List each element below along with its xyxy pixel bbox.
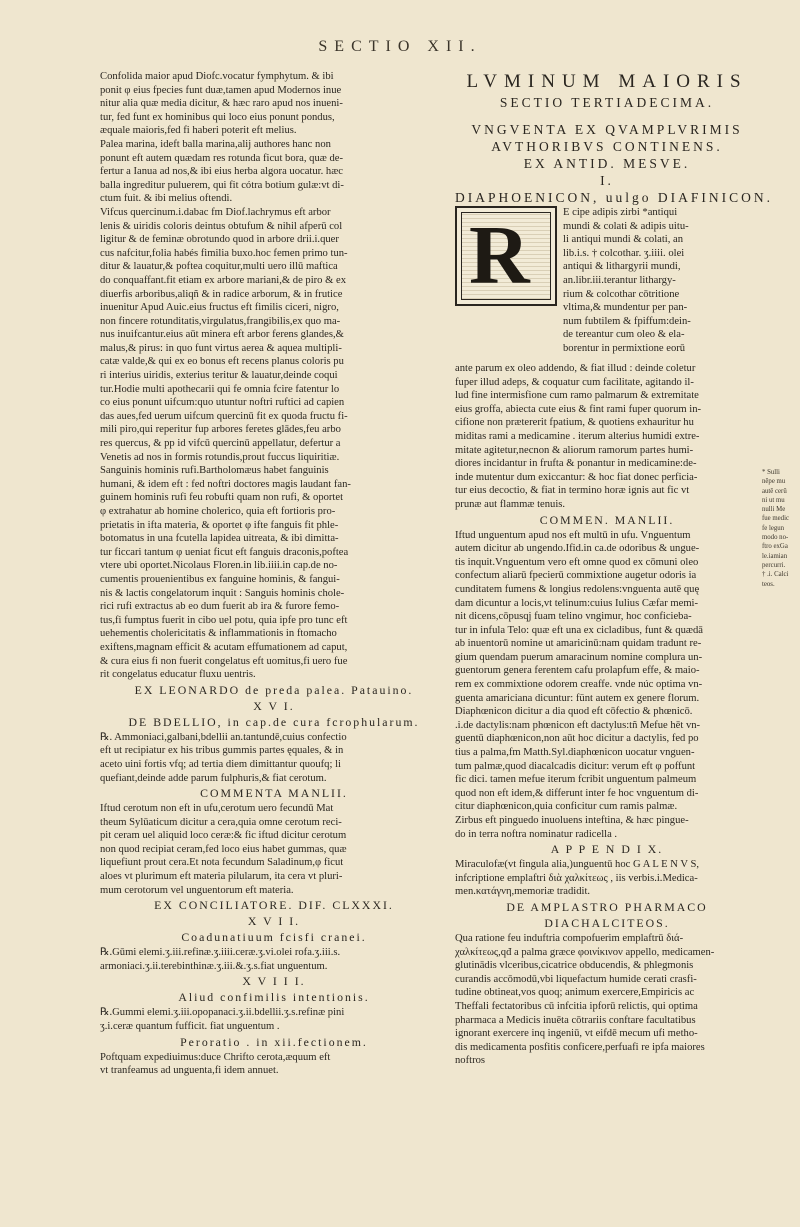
text-line: φ extrahatur ab homine cholerico, quia eft fortioris pro- bbox=[100, 506, 336, 517]
text-line: Diaphœnicon dicitur a dia quod eft cōfectio & phœnicō. bbox=[455, 706, 693, 718]
text-line: num fubtilem & fpiffum:dein- bbox=[563, 315, 691, 327]
text-line: co eius ponunt uifcum:quo utuntur noftri ruftici ad capien bbox=[100, 397, 345, 409]
section-heading: EX LEONARDO de preda palea. Patauino. bbox=[134, 682, 414, 697]
margin-note-line: fue medic bbox=[762, 515, 789, 523]
text-line: nitur alia quæ media dicitur, & hæc raro apud nos inueni- bbox=[100, 98, 343, 110]
text-line: fic dici. tamen mefue iterum fcribit unguentum palmeum bbox=[455, 774, 697, 786]
text-line: Venetis ad nos in formis rotundis,prout fuccus liquiritiæ. bbox=[100, 451, 340, 463]
text-line: tur.Hodie multi apothecarii qui fe omnia fcire fatentur lo bbox=[100, 383, 340, 395]
text-line: an.libr.iii.terantur lithargy- bbox=[563, 274, 676, 286]
text-line: miditas rami a medicamine . iterum alterius humidi extre- bbox=[455, 430, 700, 442]
text-line: prietatis in ifta materia, & oportet φ ifte fanguis fit phle- bbox=[100, 519, 339, 531]
text-line: lib.i.s. † colcothar. ʒ.iiii. olei bbox=[563, 247, 685, 259]
decorated-initial bbox=[455, 206, 557, 306]
text-line: inuenitur Apud Auic.eius fructus eft fimilis ciceri, nigro, bbox=[100, 302, 339, 314]
recipe-heading: DIAPHOENICON, uulgo DIAFINICON. bbox=[455, 190, 773, 205]
text-line: tius a palma,fm Matth.Syl.diaphœnicon uocatur vnguen- bbox=[455, 747, 695, 759]
text-line: ʒ.i.ceræ quantum fufficit. fiat unguentum . bbox=[100, 1021, 280, 1033]
section-heading: DIACHALCITEOS. bbox=[544, 915, 670, 930]
left-paragraph bbox=[100, 138, 448, 206]
text-line: χαλκίτεως,qđ a palma græce φοινίκινον appello, medicamen- bbox=[455, 946, 715, 958]
text-line: tudine obtineat,vos quoq; animum exercere,Empiricis ac bbox=[455, 987, 695, 999]
left-paragraph bbox=[100, 946, 448, 973]
text-line: Palea marina, ideft balla marina,alij authores hanc non bbox=[100, 138, 331, 150]
text-line: de tereantur cum oleo & ela- bbox=[563, 329, 685, 341]
text-line: rit congelatus educatur fluxu uentris. bbox=[100, 669, 256, 681]
text-line: Sanguinis hominis rufi.Bartholomæus habet fanguinis bbox=[100, 465, 329, 477]
text-line: tus,fi fumptus fuerit in cibo uel potu, quia ipfe pro tunc eft bbox=[100, 614, 348, 626]
text-line: diuerfis arboribus,aliqñ & in radice arborum, & in frutice bbox=[100, 288, 343, 300]
text-line: guenta amariciana dicuntur: fünt autem ex genere florum. bbox=[455, 692, 700, 704]
text-line: noftros bbox=[455, 1055, 486, 1067]
text-line: aceto uini fortis vfq; ad tertia diem dimittantur quoufq; li bbox=[100, 758, 341, 770]
margin-note-line: autē cerū bbox=[762, 487, 787, 495]
right-paragraph bbox=[455, 705, 759, 841]
section-number: X V I I. bbox=[247, 914, 301, 929]
text-line: diores incidantur in frufta & ponantur in medicamine:de- bbox=[455, 458, 697, 470]
text-line: ditur & lauatur,& poftea coquitur,multi uero illū maftica bbox=[100, 261, 338, 273]
text-line: malus,& pirus: in quo funt virtus aerea & aquea multipli- bbox=[100, 342, 342, 354]
recipe-title: Coadunatiuum fcisfi cranei. bbox=[181, 930, 367, 945]
margin-note-line: nulli Me bbox=[762, 506, 786, 514]
text-line: nit dicens,cōpusqj fuam telino vngimur, hoc conficieba- bbox=[455, 611, 692, 623]
section-title: SECTIO TERTIADECIMA. bbox=[499, 95, 715, 110]
text-line: guinem hominis rufi feu robufti quam non rufi, & oportet bbox=[100, 492, 344, 504]
text-line: das aues,fed uerum uifcum quercinū fit ex quoda fructu fi- bbox=[100, 410, 348, 422]
left-paragraph bbox=[100, 802, 448, 897]
text-line: quefiant,deinde adde parum fulphuris,& fiat cerotum. bbox=[100, 772, 327, 784]
text-line: infcriptione emplaftri διὰ χαλκίτεως , iis verbis.i.Medica- bbox=[455, 872, 698, 884]
margin-note-line: ftro exGa bbox=[762, 543, 788, 551]
text-line: aloes vt plurimum eft materia pilularum, ita cera vt pluri- bbox=[100, 871, 343, 883]
text-line: gium quendam puerum amaracinum nomine complura un- bbox=[455, 651, 703, 663]
text-line: liquefiunt prout cera.Et nota fecundum Saladinum,φ ficut bbox=[100, 857, 344, 869]
section-subtitle: EX ANTID. MESVE. bbox=[523, 156, 691, 171]
text-line: botomatus in una fcutella lapidea uitreata, & ibi dimitta- bbox=[100, 533, 339, 545]
text-line: Confolida maior apud Diofc.vocatur fymphytum. & ibi bbox=[100, 71, 334, 82]
text-line: lenis & uiridis coloris deintus obtufum & nihil afperū col bbox=[100, 220, 343, 232]
right-paragraph bbox=[455, 932, 759, 1068]
text-line: ponunt eft autem quædam res rotunda ficut bora, quæ de- bbox=[100, 152, 344, 164]
text-line: guentū diaphœnicon,non aūt hoc dicitur a dactylis, fed po bbox=[455, 733, 699, 745]
recipe-title: Peroratio . in xii.fectionem. bbox=[180, 1034, 368, 1049]
text-line: do in terra noftra nominatur radicella . bbox=[455, 828, 618, 840]
dropcap-block bbox=[455, 206, 759, 362]
text-line: li antiqui mundi & colati, an bbox=[563, 234, 684, 246]
recipe-title: Aliud confimilis intentionis. bbox=[178, 990, 370, 1005]
text-line: antiqui & lithargyrii mundi, bbox=[563, 261, 681, 273]
text-line: vtere ubi oportet.Nicolaus Floren.in lib.iiii.in cap.de no- bbox=[100, 560, 338, 572]
text-line: ponit φ eius fpecies funt duæ,tamen apud Modernos inue bbox=[100, 84, 342, 96]
text-line: inde mutentur dum exiccantur: & hoc fiat donec perficia- bbox=[455, 471, 698, 483]
text-line: humani, & idem eft : fed noftri doctores magis laudant fan- bbox=[100, 478, 351, 490]
margin-note-line: le.iamian bbox=[762, 552, 788, 560]
initial-letter: R bbox=[469, 209, 530, 302]
text-line: ℞.Gūmi elemi.ʒ.iii.refinæ.ʒ.iiii.ceræ.ʒ.vi.olei rofa.ʒ.iii.s. bbox=[100, 947, 341, 959]
text-line: uehementis cholericitatis & inflammationis in ftomacho bbox=[100, 628, 337, 640]
text-line: nus inuifcantur.eius aūt minera eft arbor ferens glandes,& bbox=[100, 329, 344, 341]
text-line: balla ingreditur puluerem, qui fit cótra botium gulæ:vt di- bbox=[100, 179, 344, 191]
text-line: res quercus, & pp id vifcū quercinū appellatur, defertur a bbox=[100, 438, 341, 450]
margin-note-line: teos. bbox=[762, 580, 775, 588]
text-line: cumentis prouenientibus ex fanguine hominis, & fangui- bbox=[100, 573, 340, 585]
text-line: ignorant exercere inq ingeniū, vt eifdē mecum ufi metho- bbox=[455, 1028, 698, 1040]
margin-note-line: modo no- bbox=[762, 534, 789, 542]
text-line: ante parum ex oleo addendo, & fiat illud : deinde coletur bbox=[455, 363, 696, 374]
right-paragraph bbox=[455, 529, 759, 706]
text-line: Vifcus quercinum.i.dabac fm Diof.lachrymus eft arbor bbox=[100, 206, 331, 218]
left-paragraph bbox=[100, 206, 448, 464]
text-line: E cipe adipis zirbi *antiqui bbox=[563, 207, 678, 218]
text-line: tis inquit.Vnguentum vero eft omne quod ex cōmuni oleo bbox=[455, 556, 699, 568]
text-line: Iftud cerotum non eft in ufu,cerotum uero fecundū Mat bbox=[100, 803, 334, 815]
text-line: rium & colcothar cōtritione bbox=[563, 288, 680, 300]
text-line: prunæ aut flammæ tenuis. bbox=[455, 498, 566, 510]
text-line: ℞.Gummi elemi.ʒ.iii.opopanaci.ʒ.ii.bdellii.ʒ.s.refinæ pini bbox=[100, 1007, 345, 1019]
text-line: eft ut recipiatur ex his tribus gummis partes ęquales, & in bbox=[100, 745, 344, 757]
text-line: æquale maioris,fed fi haberi poterit eft melius. bbox=[100, 125, 297, 137]
text-line: .i.de dactylis:nam phœnicon eft dactylus:tñ Mefue hēt vn- bbox=[455, 719, 701, 731]
text-line: Theffali fectatoribus cū infcitia ipforū relictis, qui optima bbox=[455, 1000, 698, 1012]
text-line: tur ficcari tantum φ ueniat ficut eft fanguis draconis,poftea bbox=[100, 546, 349, 558]
left-paragraph bbox=[100, 464, 448, 682]
section-heading: EX CONCILIATORE. DIF. CLXXXI. bbox=[154, 898, 394, 913]
commentary-heading: COMMENTA MANLII. bbox=[200, 786, 348, 801]
text-line: mum cerotorum vel unguentorum eft materia. bbox=[100, 884, 294, 896]
left-paragraph bbox=[100, 1051, 448, 1078]
section-number: X V I I I. bbox=[242, 974, 306, 989]
text-line: & cura eius fi non fuerit congelatus eft uomitus,fi uero fue bbox=[100, 655, 348, 667]
margin-note-line: * Sulli bbox=[762, 469, 780, 476]
text-line: cus nafcitur,folia habés fimilia buxo.hoc femen primo tun- bbox=[100, 247, 348, 259]
text-line: catæ valde,& qui ex eo bonus eft recens planus coloris pu bbox=[100, 356, 344, 368]
text-line: ligitur & de feminæ obrotundo quod in arbore drii.i.quer bbox=[100, 234, 339, 246]
section-heading: DE AMPLASTRO PHARMACO bbox=[506, 899, 708, 914]
margin-notes bbox=[762, 468, 796, 589]
text-line: Qua ratione feu induftria compofuerim emplaftrū διά- bbox=[455, 932, 684, 944]
text-line: fuper illud adeps, & coquatur cum facilitate, agitando il- bbox=[455, 376, 694, 388]
text-line: Miraculofæ(vt fingula alia,)unguentū hoc G A L E N V S, bbox=[455, 859, 700, 871]
text-line: eius groffa, abiecta cute eius & fint rami fuper quorum in- bbox=[455, 403, 702, 415]
left-column bbox=[100, 70, 448, 1078]
text-line: cifione non prætererit fpatium, & quotiens exhauritur hu bbox=[455, 417, 694, 429]
text-line: ab inuentorū nomine ut amaricinū:nam quidam tradunt re- bbox=[455, 638, 702, 650]
text-line: ctum fuit. & ibi melius oftendi. bbox=[100, 193, 233, 205]
margin-note-line: ni ut mu bbox=[762, 496, 785, 504]
text-line: tur, fed funt ex hominibus qui loco eius ponunt pondus, bbox=[100, 111, 335, 123]
text-line: dam dicuntur a locis,vt telinum:cuius Iulius Cæfar memi- bbox=[455, 597, 699, 609]
text-line: fertur a Ianua ad nos,& ibi eius herba algora uocatur. hæc bbox=[100, 166, 343, 178]
text-line: mili piro,qui reperitur fup arbores feretes glādes,feu arbo bbox=[100, 424, 341, 436]
text-line: cunditatem fumens & longius redolens:vnguenta autē quę bbox=[455, 583, 700, 595]
text-line: mitate agitetur,necnon & aliorum ramorum partes humi- bbox=[455, 444, 694, 456]
text-line: Zirbus eft pinguedo inuoluens inteftina, & hæc pingue- bbox=[455, 815, 689, 826]
text-line: armoniaci.ʒ.ii.terebinthinæ.ʒ.iii.&.ʒ.s.fiat unguentum. bbox=[100, 960, 328, 972]
text-line: ℞. Ammoniaci,galbani,bdellii an.tantundē,cuius confectio bbox=[100, 731, 347, 743]
left-paragraph bbox=[100, 70, 448, 138]
text-line: guentorum genera ferentem cafu prolapfum effe, & maio- bbox=[455, 665, 700, 677]
text-line: exiftens,magnam efficit & acutam effumationem ad caput, bbox=[100, 641, 348, 653]
text-line: tur eius decoctio, & fiat in termino horæ ignis aut fic vt bbox=[455, 485, 690, 497]
left-paragraph bbox=[100, 1006, 448, 1033]
text-line: Iftud unguentum apud nos eft multū in ufu. Vnguentum bbox=[455, 529, 691, 541]
text-line: rici rufi extractus ab eo dum fuerit ab ira & furore femo- bbox=[100, 601, 340, 613]
text-line: dis medicamenta posfitis conficere,perfuafi re ipfa maiores bbox=[455, 1041, 705, 1053]
text-line: theum Sylūaticum dicitur a cera,quia omne cerotum reci- bbox=[100, 816, 342, 828]
appendix-heading: A P P E N D I X. bbox=[550, 842, 664, 857]
commentary-heading: COMMEN. MANLII. bbox=[539, 512, 675, 527]
book-title: LVMINUM MAIORIS bbox=[466, 71, 748, 92]
text-line: tur in infula Telo: quæ eft una ex cicladibus, funt & quædā bbox=[455, 624, 703, 636]
text-line: lud fine intermisfione cum ramo palmarum & extremitate bbox=[455, 390, 699, 402]
running-head: SECTIO XII. bbox=[318, 38, 482, 55]
text-line: non quod recipiat ceram,fed loco eius habet gummas, quæ bbox=[100, 843, 347, 855]
dropcap-text bbox=[563, 206, 759, 356]
margin-note-line: † .i. Calci bbox=[762, 571, 789, 579]
text-line: tum palmæ,quod diacalcadis dicitur: verum eft φ poffunt bbox=[455, 760, 696, 772]
left-paragraph bbox=[100, 731, 448, 785]
margin-note-line: percurri. bbox=[762, 561, 786, 569]
margin-note-line: nēpe mu bbox=[762, 478, 786, 486]
text-line: vltima,& mundentur per pan- bbox=[563, 302, 688, 314]
text-line: confectum aliarū fpecierū commixtione augetur odoris ia bbox=[455, 570, 697, 582]
text-line: curandis accōmodū,vbi liquefactum humide cerati crasfi- bbox=[455, 973, 697, 985]
text-line: do conquaffant.fit etiam ex arbore mariani,& de piro & ex bbox=[100, 274, 347, 286]
section-number: X V I. bbox=[253, 698, 295, 713]
section-heading: DE BDELLIO, in cap.de cura fcrophularum. bbox=[128, 714, 420, 729]
text-line: citur diaphœnicon,quia conficitur cum ramis palmæ. bbox=[455, 801, 678, 813]
text-line: ri interius uiridis, exterius teritur & lauatur,deinde coqui bbox=[100, 370, 338, 382]
text-line: pharmaca a Medicis inuēta cōtrariis conftare facultatibus bbox=[455, 1014, 696, 1026]
text-line: mundi & colati & adipis uitu- bbox=[563, 220, 689, 232]
section-subtitle: VNGVENTA EX QVAMPLVRIMIS bbox=[471, 122, 743, 137]
text-line: quod non eft idem,& differunt inter fe hoc vnguentum di- bbox=[455, 787, 699, 799]
text-line: Poftquam expediuimus:duce Chrifto cerota,æquum eft bbox=[100, 1051, 331, 1063]
text-line: nis & lactis congelatorum inquit : Sanguis hominis chole- bbox=[100, 587, 345, 599]
text-line: rem ex commixtione odorem creaffe. vnde núc optima vn- bbox=[455, 679, 703, 691]
text-line: autem dicitur ab ungendo.Ifid.in ca.de odoribus & ungue- bbox=[455, 543, 700, 555]
section-subtitle: AVTHORIBVS CONTINENS. bbox=[491, 139, 723, 154]
text-line: borentur in permixtione eorū bbox=[563, 342, 686, 354]
text-line: men.κατάγνη,memoriæ tradidit. bbox=[455, 886, 591, 898]
margin-note-line: fe legun bbox=[762, 524, 785, 532]
text-line: vt tranfeamus ad unguenta,fi idem annuet. bbox=[100, 1065, 279, 1077]
right-paragraph bbox=[455, 858, 759, 899]
text-line: glutinādis vlceribus,cicatrice obducendis, & phlegmonis bbox=[455, 960, 694, 972]
text-line: pit ceram uel aliquid loco ceræ:& fic iftud dicitur cerotum bbox=[100, 830, 347, 842]
text-line: non fincere rotunditatis,virgulatus,frangibilis,ex quo ma- bbox=[100, 315, 341, 327]
section-number: I. bbox=[600, 173, 614, 188]
right-paragraph bbox=[455, 362, 759, 512]
